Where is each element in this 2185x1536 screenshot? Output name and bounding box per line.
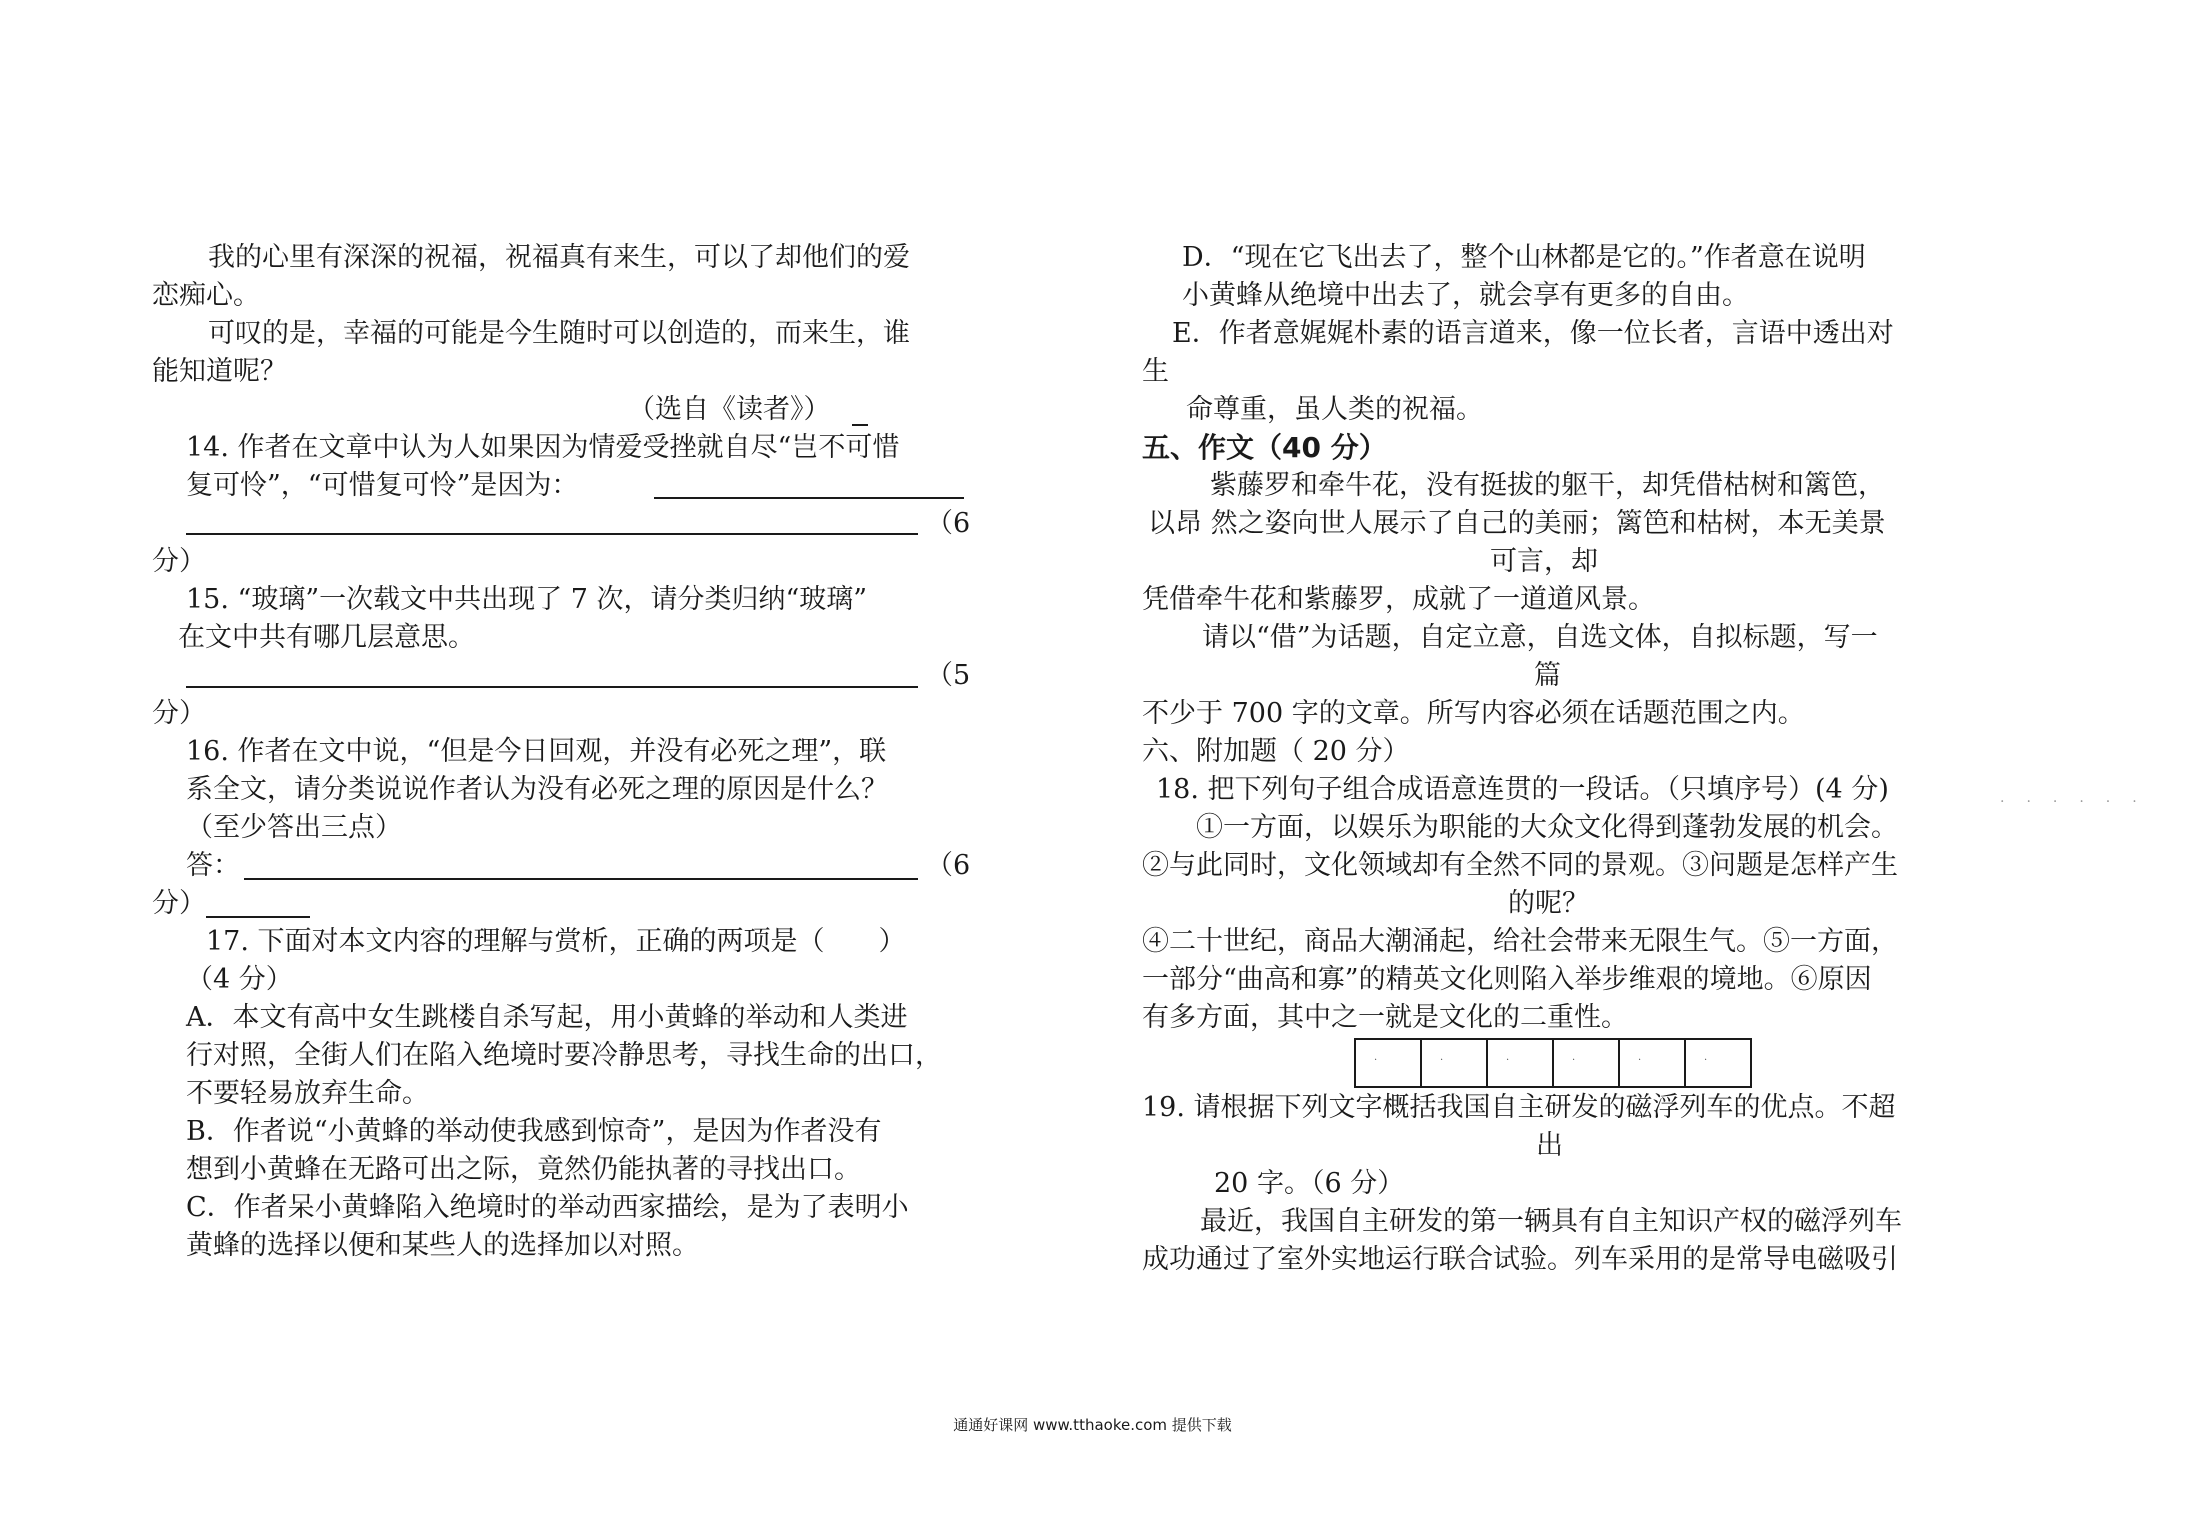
question-14-line1: 14. 作者在文章中认为人如果因为情爱受挫就自尽“岂不可惜	[186, 432, 900, 463]
question-14-score-unit: 分）	[152, 546, 206, 577]
question-19-line2: 出	[1536, 1130, 1563, 1161]
question-16-score: （6	[926, 850, 971, 881]
question-16-line3: （至少答出三点）	[186, 812, 402, 843]
answer-box[interactable]	[1620, 1040, 1686, 1086]
question-15-score-unit: 分）	[152, 698, 206, 729]
answer-box[interactable]	[1686, 1040, 1750, 1086]
question-15-line2: 在文中共有哪几层意思。	[178, 622, 475, 653]
question-16-answer-label: 答：	[186, 850, 240, 881]
question-14-score: （6	[926, 508, 971, 539]
question-17-line2: （4 分）	[186, 964, 293, 995]
option-b-line2: 想到小黄蜂在无路可出之际，竟然仍能执著的寻找出口。	[186, 1154, 861, 1185]
question-15-line1: 15. “玻璃”一次载文中共出现了 7 次，请分类归纳“玻璃”	[186, 584, 868, 615]
source-citation: （选自《读者》）	[628, 394, 831, 425]
option-a-line1: A．本文有高中女生跳楼自杀写起，用小黄蜂的举动和人类进	[186, 1002, 908, 1033]
question-19-passage-line2: 成功通过了室外实地运行联合试验。列车采用的是常导电磁吸引	[1142, 1244, 1898, 1275]
answer-box[interactable]	[1422, 1040, 1488, 1086]
option-c-line2: 黄蜂的选择以便和某些人的选择加以对照。	[186, 1230, 699, 1261]
question-16-line2: 系全文，请分类说说作者认为没有必死之理的原因是什么？	[186, 774, 888, 805]
question-19-line1: 19. 请根据下列文字概括我国自主研发的磁浮列车的优点。不超	[1142, 1092, 1896, 1123]
question-16-score-unit: 分）	[152, 888, 206, 919]
question-15-score: （5	[926, 660, 971, 691]
para-blessing-line2: 恋痴心。	[152, 280, 260, 311]
para-happiness-line2: 能知道呢？	[152, 356, 287, 387]
answer-blank-14b[interactable]	[186, 533, 918, 535]
essay-prompt-line6: 篇	[1534, 660, 1561, 691]
para-happiness-line1: 可叹的是，幸福的可能是今生随时可以创造的，而来生，谁	[208, 318, 910, 349]
option-e-line2: 生	[1142, 356, 1169, 387]
essay-prompt-line5: 请以“借”为话题，自定立意，自选文体，自拟标题，写一	[1202, 622, 1878, 653]
answer-sequence-boxes[interactable]	[1354, 1038, 1752, 1088]
option-b-line1: B．作者说“小黄蜂的举动使我感到惊奇”，是因为作者没有	[186, 1116, 882, 1147]
option-d-line2: 小黄蜂从绝境中出去了，就会享有更多的自由。	[1182, 280, 1749, 311]
answer-blank-16a[interactable]	[244, 878, 918, 880]
question-14-line2: 复可怜”，“可惜复可怜”是因为：	[186, 470, 579, 501]
essay-prompt-line7: 不少于 700 字的文章。所写内容必须在话题范围之内。	[1142, 698, 1805, 729]
answer-blank-14a[interactable]	[654, 497, 964, 499]
option-a-line2: 行对照，全街人们在陷入绝境时要冷静思考，寻找生命的出口，	[186, 1040, 942, 1071]
option-c-line1: C．作者呆小黄蜂陷入绝境时的举动西家描绘，是为了表明小	[186, 1192, 909, 1223]
answer-blank-15[interactable]	[186, 686, 918, 688]
question-18-sentence5: 一部分“曲高和寡”的精英文化则陷入举步维艰的境地。⑥原因	[1142, 964, 1872, 995]
source-underline	[852, 424, 868, 426]
question-18-sentence3: 的呢？	[1508, 888, 1589, 919]
question-19-line3: 20 字。（6 分）	[1214, 1168, 1405, 1199]
section-5-heading: 五、作文（40 分）	[1142, 431, 1387, 464]
answer-blank-16b[interactable]	[206, 916, 310, 918]
question-16-line1: 16. 作者在文中说，“但是今日回观，并没有必死之理”，联	[186, 736, 887, 767]
question-18-sentence1: ①一方面，以娱乐为职能的大众文化得到蓬勃发展的机会。	[1196, 812, 1898, 843]
question-17-line1: 17. 下面对本文内容的理解与赏析，正确的两项是（ ）	[206, 926, 906, 957]
question-18-sentence2: ②与此同时，文化领域却有全然不同的景观。③问题是怎样产生	[1142, 850, 1898, 881]
essay-prompt-line3: 可言，却	[1490, 546, 1598, 577]
essay-prompt-line1: 紫藤罗和牵牛花，没有挺拔的躯干，却凭借枯树和篱笆，	[1210, 470, 1885, 501]
section-6-heading: 六、附加题（ 20 分）	[1142, 736, 1410, 767]
question-18-sentence6: 有多方面，其中之一就是文化的二重性。	[1142, 1002, 1628, 1033]
answer-box[interactable]	[1488, 1040, 1554, 1086]
question-18-line1: 18. 把下列句子组合成语意连贯的一段话。（只填序号）(4 分)	[1156, 774, 1889, 805]
question-19-passage-line1: 最近，我国自主研发的第一辆具有自主知识产权的磁浮列车	[1200, 1206, 1902, 1237]
option-d-line1: D．“现在它飞出去了，整个山林都是它的。”作者意在说明	[1182, 242, 1866, 273]
page-footer: 通通好课网 www.tthaoke.com 提供下载	[953, 1416, 1232, 1434]
para-blessing-line1: 我的心里有深深的祝福，祝福真有来生，可以了却他们的爱	[208, 242, 910, 273]
option-e-line3: 命尊重，虽人类的祝福。	[1186, 394, 1483, 425]
answer-box[interactable]	[1356, 1040, 1422, 1086]
answer-box[interactable]	[1554, 1040, 1620, 1086]
essay-prompt-line4: 凭借牵牛花和紫藤罗，成就了一道道风景。	[1142, 584, 1655, 615]
option-a-line3: 不要轻易放弃生命。	[186, 1078, 429, 1109]
option-e-line1: E．作者意娓娓朴素的语言道来，像一位长者，言语中透出对	[1172, 318, 1894, 349]
essay-prompt-line2: 以昂 然之姿向世人展示了自己的美丽；篱笆和枯树，本无美景	[1148, 508, 1886, 539]
decorative-dots: ......	[2000, 790, 2159, 806]
question-18-sentence4: ④二十世纪，商品大潮涌起，给社会带来无限生气。⑤一方面，	[1142, 926, 1898, 957]
